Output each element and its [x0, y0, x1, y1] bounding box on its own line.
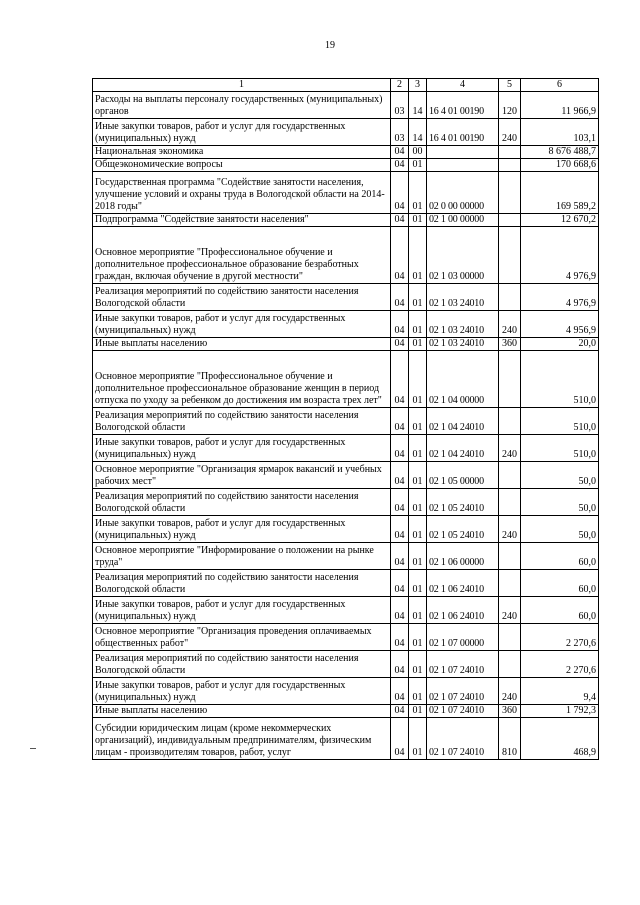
row-subsection-cell: 01 [409, 651, 427, 678]
row-section-cell: 04 [391, 311, 409, 338]
table-row [93, 146, 599, 159]
row-subsection-cell: 01 [409, 159, 427, 172]
row-subsection-cell: 01 [409, 678, 427, 705]
row-section-cell: 03 [391, 119, 409, 146]
row-target-code-cell: 02 1 03 00000 [427, 227, 499, 284]
row-amount-cell: 4 976,9 [521, 284, 599, 311]
row-section-cell: 03 [391, 92, 409, 119]
row-target-code-cell: 02 1 03 24010 [427, 284, 499, 311]
table-row [93, 311, 599, 338]
budget-table [92, 78, 599, 760]
table-row [93, 624, 599, 651]
row-target-code-cell [427, 159, 499, 172]
table-body [93, 92, 599, 760]
table-row [93, 159, 599, 172]
row-target-code-cell: 02 1 06 24010 [427, 597, 499, 624]
row-name-cell: Национальная экономика [93, 146, 391, 159]
table-row [93, 119, 599, 146]
row-section-cell: 04 [391, 159, 409, 172]
row-section-cell: 04 [391, 462, 409, 489]
row-expense-type-cell [499, 159, 521, 172]
row-name-cell: Иные выплаты населению [93, 338, 391, 351]
row-amount-cell: 169 589,2 [521, 172, 599, 214]
row-expense-type-cell [499, 624, 521, 651]
row-target-code-cell: 16 4 01 00190 [427, 92, 499, 119]
row-amount-cell: 50,0 [521, 462, 599, 489]
column-header-1: 1 [93, 79, 391, 92]
row-amount-cell: 8 676 488,7 [521, 146, 599, 159]
table-row [93, 570, 599, 597]
column-header-2: 2 [391, 79, 409, 92]
row-name-cell: Иные закупки товаров, работ и услуг для государственных (муниципальных) нужд [93, 678, 391, 705]
row-name-cell: Государственная программа "Содействие занятости населения, улучшение условий и охраны труда в Вологодской области на 2014-2018 годы" [93, 172, 391, 214]
table-row [93, 718, 599, 760]
row-amount-cell: 1 792,3 [521, 705, 599, 718]
row-name-cell: Реализация мероприятий по содействию занятости населения Вологодской области [93, 570, 391, 597]
row-section-cell: 04 [391, 172, 409, 214]
row-subsection-cell: 01 [409, 543, 427, 570]
table-row [93, 462, 599, 489]
table-row [93, 678, 599, 705]
table-row [93, 284, 599, 311]
row-amount-cell: 2 270,6 [521, 624, 599, 651]
row-expense-type-cell [499, 462, 521, 489]
row-name-cell: Общеэкономические вопросы [93, 159, 391, 172]
row-subsection-cell: 01 [409, 408, 427, 435]
row-subsection-cell: 01 [409, 624, 427, 651]
row-target-code-cell: 02 1 07 00000 [427, 624, 499, 651]
row-expense-type-cell [499, 284, 521, 311]
row-section-cell: 04 [391, 543, 409, 570]
row-target-code-cell: 02 1 04 00000 [427, 351, 499, 408]
row-target-code-cell: 02 1 03 24010 [427, 338, 499, 351]
row-subsection-cell: 01 [409, 172, 427, 214]
table-row [93, 516, 599, 543]
row-expense-type-cell [499, 570, 521, 597]
table-row [93, 172, 599, 214]
row-target-code-cell: 02 1 07 24010 [427, 651, 499, 678]
row-section-cell: 04 [391, 351, 409, 408]
row-target-code-cell: 02 1 05 24010 [427, 516, 499, 543]
row-section-cell: 04 [391, 678, 409, 705]
table-row [93, 705, 599, 718]
row-name-cell: Реализация мероприятий по содействию занятости населения Вологодской области [93, 408, 391, 435]
row-subsection-cell: 01 [409, 227, 427, 284]
row-amount-cell: 60,0 [521, 543, 599, 570]
row-name-cell: Основное мероприятие "Профессиональное обучение и дополнительное профессиональное образование женщин в период отпуска по уходу за ребенком до достижения им возраста трех лет" [93, 351, 391, 408]
row-section-cell: 04 [391, 435, 409, 462]
row-amount-cell: 9,4 [521, 678, 599, 705]
row-subsection-cell: 01 [409, 462, 427, 489]
row-subsection-cell: 01 [409, 284, 427, 311]
row-expense-type-cell: 360 [499, 705, 521, 718]
row-amount-cell: 4 976,9 [521, 227, 599, 284]
row-expense-type-cell [499, 489, 521, 516]
row-amount-cell: 50,0 [521, 516, 599, 543]
row-expense-type-cell [499, 543, 521, 570]
row-amount-cell: 50,0 [521, 489, 599, 516]
row-subsection-cell: 01 [409, 351, 427, 408]
table-row [93, 435, 599, 462]
row-expense-type-cell: 240 [499, 678, 521, 705]
row-target-code-cell [427, 146, 499, 159]
row-target-code-cell: 16 4 01 00190 [427, 119, 499, 146]
table-row [93, 227, 599, 284]
column-header-4: 4 [427, 79, 499, 92]
row-section-cell: 04 [391, 597, 409, 624]
row-name-cell: Подпрограмма "Содействие занятости населения" [93, 214, 391, 227]
row-section-cell: 04 [391, 718, 409, 760]
row-target-code-cell: 02 1 07 24010 [427, 678, 499, 705]
table-row [93, 489, 599, 516]
row-subsection-cell: 01 [409, 705, 427, 718]
row-amount-cell: 4 956,9 [521, 311, 599, 338]
row-amount-cell: 20,0 [521, 338, 599, 351]
table-row [93, 214, 599, 227]
margin-mark [30, 748, 36, 749]
table-row [93, 92, 599, 119]
row-expense-type-cell: 240 [499, 516, 521, 543]
row-expense-type-cell [499, 146, 521, 159]
row-section-cell: 04 [391, 651, 409, 678]
table-row [93, 338, 599, 351]
row-amount-cell: 170 668,6 [521, 159, 599, 172]
row-target-code-cell: 02 1 06 24010 [427, 570, 499, 597]
table-row [93, 351, 599, 408]
row-name-cell: Иные закупки товаров, работ и услуг для государственных (муниципальных) нужд [93, 435, 391, 462]
row-subsection-cell: 01 [409, 516, 427, 543]
row-amount-cell: 60,0 [521, 597, 599, 624]
row-target-code-cell: 02 1 03 24010 [427, 311, 499, 338]
row-section-cell: 04 [391, 516, 409, 543]
row-target-code-cell: 02 0 00 00000 [427, 172, 499, 214]
row-amount-cell: 12 670,2 [521, 214, 599, 227]
row-amount-cell: 103,1 [521, 119, 599, 146]
row-name-cell: Основное мероприятие "Информирование о положении на рынке труда" [93, 543, 391, 570]
row-section-cell: 04 [391, 227, 409, 284]
row-expense-type-cell: 360 [499, 338, 521, 351]
row-expense-type-cell: 120 [499, 92, 521, 119]
row-amount-cell: 510,0 [521, 351, 599, 408]
row-amount-cell: 468,9 [521, 718, 599, 760]
column-header-6: 6 [521, 79, 599, 92]
row-subsection-cell: 01 [409, 311, 427, 338]
row-section-cell: 04 [391, 570, 409, 597]
row-subsection-cell: 14 [409, 119, 427, 146]
table-row [93, 597, 599, 624]
row-expense-type-cell: 240 [499, 311, 521, 338]
column-header-3: 3 [409, 79, 427, 92]
row-name-cell: Иные закупки товаров, работ и услуг для государственных (муниципальных) нужд [93, 311, 391, 338]
row-target-code-cell: 02 1 05 24010 [427, 489, 499, 516]
row-subsection-cell: 14 [409, 92, 427, 119]
row-section-cell: 04 [391, 624, 409, 651]
row-subsection-cell: 01 [409, 718, 427, 760]
table-row [93, 408, 599, 435]
row-expense-type-cell: 240 [499, 435, 521, 462]
page-number: 19 [325, 40, 335, 51]
row-section-cell: 04 [391, 214, 409, 227]
row-name-cell: Реализация мероприятий по содействию занятости населения Вологодской области [93, 284, 391, 311]
row-name-cell: Реализация мероприятий по содействию занятости населения Вологодской области [93, 651, 391, 678]
row-name-cell: Иные выплаты населению [93, 705, 391, 718]
row-target-code-cell: 02 1 07 24010 [427, 705, 499, 718]
row-expense-type-cell [499, 172, 521, 214]
row-section-cell: 04 [391, 146, 409, 159]
row-name-cell: Субсидии юридическим лицам (кроме некоммерческих организаций), индивидуальным предпринимателям, физическим лицам - производителям товаров, работ, услуг [93, 718, 391, 760]
row-target-code-cell: 02 1 07 24010 [427, 718, 499, 760]
row-name-cell: Иные закупки товаров, работ и услуг для государственных (муниципальных) нужд [93, 516, 391, 543]
row-target-code-cell: 02 1 04 24010 [427, 408, 499, 435]
row-expense-type-cell [499, 351, 521, 408]
table-row [93, 651, 599, 678]
row-section-cell: 04 [391, 338, 409, 351]
row-name-cell: Основное мероприятие "Организация проведения оплачиваемых общественных работ" [93, 624, 391, 651]
row-expense-type-cell: 810 [499, 718, 521, 760]
row-expense-type-cell [499, 227, 521, 284]
row-expense-type-cell: 240 [499, 597, 521, 624]
row-subsection-cell: 01 [409, 489, 427, 516]
row-subsection-cell: 00 [409, 146, 427, 159]
row-section-cell: 04 [391, 705, 409, 718]
row-name-cell: Расходы на выплаты персоналу государственных (муниципальных) органов [93, 92, 391, 119]
row-subsection-cell: 01 [409, 597, 427, 624]
row-section-cell: 04 [391, 284, 409, 311]
row-expense-type-cell [499, 651, 521, 678]
row-amount-cell: 2 270,6 [521, 651, 599, 678]
row-name-cell: Иные закупки товаров, работ и услуг для государственных (муниципальных) нужд [93, 119, 391, 146]
column-header-5: 5 [499, 79, 521, 92]
row-name-cell: Реализация мероприятий по содействию занятости населения Вологодской области [93, 489, 391, 516]
row-target-code-cell: 02 1 06 00000 [427, 543, 499, 570]
row-expense-type-cell [499, 408, 521, 435]
row-expense-type-cell [499, 214, 521, 227]
row-target-code-cell: 02 1 05 00000 [427, 462, 499, 489]
row-target-code-cell: 02 1 04 24010 [427, 435, 499, 462]
header-row [93, 79, 599, 92]
row-amount-cell: 11 966,9 [521, 92, 599, 119]
row-subsection-cell: 01 [409, 338, 427, 351]
row-amount-cell: 510,0 [521, 435, 599, 462]
row-name-cell: Основное мероприятие "Организация ярмарок вакансий и учебных рабочих мест" [93, 462, 391, 489]
row-name-cell: Основное мероприятие "Профессиональное обучение и дополнительное профессиональное образование безработных граждан, включая обучение в другой местности" [93, 227, 391, 284]
table-row [93, 543, 599, 570]
row-target-code-cell: 02 1 00 00000 [427, 214, 499, 227]
row-section-cell: 04 [391, 408, 409, 435]
row-subsection-cell: 01 [409, 570, 427, 597]
row-name-cell: Иные закупки товаров, работ и услуг для государственных (муниципальных) нужд [93, 597, 391, 624]
row-expense-type-cell: 240 [499, 119, 521, 146]
row-subsection-cell: 01 [409, 214, 427, 227]
row-amount-cell: 60,0 [521, 570, 599, 597]
row-amount-cell: 510,0 [521, 408, 599, 435]
row-section-cell: 04 [391, 489, 409, 516]
row-subsection-cell: 01 [409, 435, 427, 462]
